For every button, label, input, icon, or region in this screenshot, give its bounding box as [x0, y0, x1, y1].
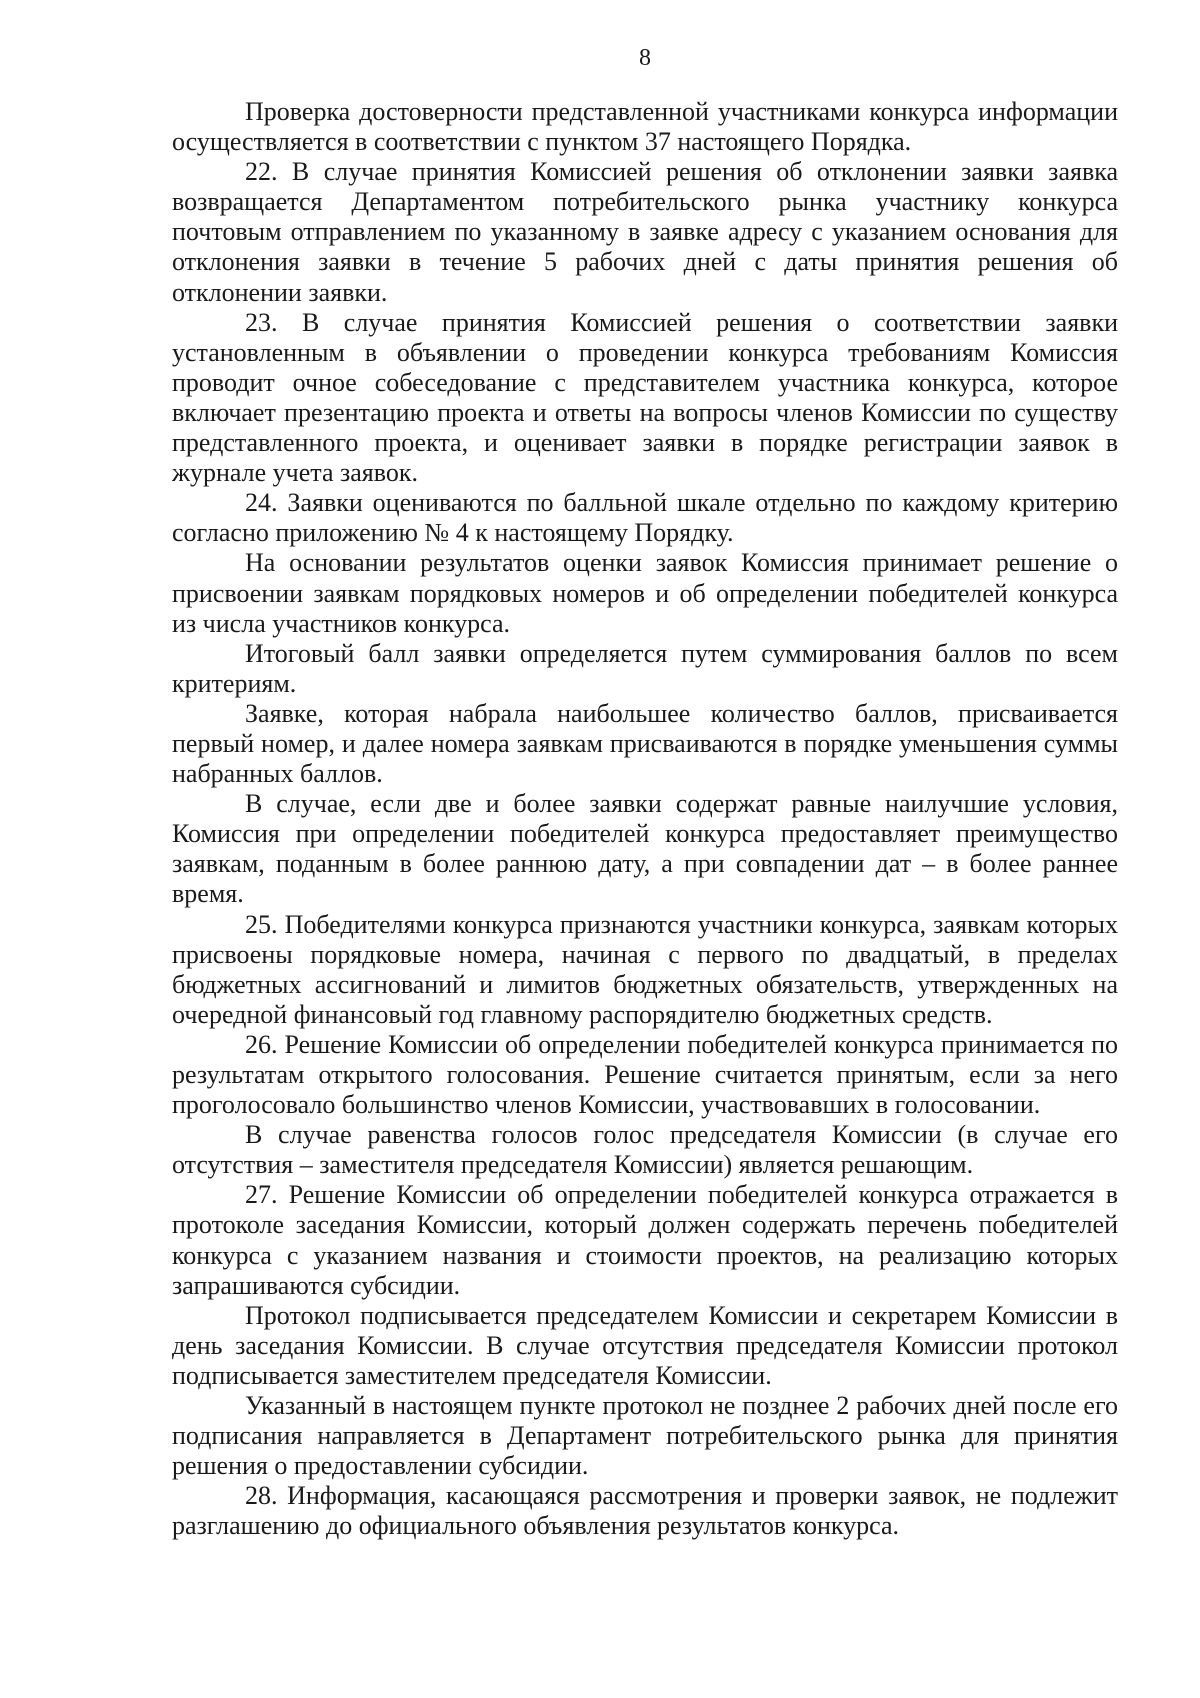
paragraph-total-score: Итоговый балл заявки определяется путем суммирования баллов по всем критериям. [172, 638, 1118, 698]
paragraph-22-rejection: 22. В случае принятия Комиссией решения об отклонении заявки заявка возвращается Департаментом потребительского рынка участнику конкурса почтовым отправлением по указанному в заявке адресу с указанием основания для отклонения заявки в течение 5 рабочих дней с даты принятия решения об отклонении заявки. [172, 157, 1118, 307]
paragraph-24-scoring: 24. Заявки оцениваются по балльной шкале отдельно по каждому критерию согласно приложению № 4 к настоящему Порядку. [172, 488, 1118, 548]
paragraph-28-confidentiality: 28. Информация, касающаяся рассмотрения и проверки заявок, не подлежит разглашению до официального объявления результатов конкурса. [172, 1481, 1118, 1541]
page-number: 8 [639, 45, 651, 71]
paragraph-25-winners: 25. Победителями конкурса признаются участники конкурса, заявкам которых присвоены порядковые номера, начиная с первого по двадцатый, в пределах бюджетных ассигнований и лимитов бюджетных обязательств, утвержденных на очередной финансовый год главному распорядителю бюджетных средств. [172, 909, 1118, 1029]
paragraph-protocol-submission: Указанный в настоящем пункте протокол не позднее 2 рабочих дней после его подписания направляется в Департамент потребительского рынка для принятия решения о предоставлении субсидии. [172, 1391, 1118, 1481]
paragraph-27-protocol: 27. Решение Комиссии об определении победителей конкурса отражается в протоколе заседания Комиссии, который должен содержать перечень победителей конкурса с указанием названия и стоимости проектов, на реализацию которых запрашиваются субсидии. [172, 1180, 1118, 1300]
document-body [172, 97, 1118, 1542]
paragraph-23-interview: 23. В случае принятия Комиссией решения о соответствии заявки установленным в объявлении о проведении конкурса требованиям Комиссия проводит очное собеседование с представителем участника конкурса, которое включает презентацию проекта и ответы на вопросы членов Комиссии по существу представленного проекта, и оценивает заявки в порядке регистрации заявок в журнале учета заявок. [172, 307, 1118, 488]
paragraph-numbering-decision: На основании результатов оценки заявок Комиссия принимает решение о присвоении заявкам порядковых номеров и об определении победителей конкурса из числа участников конкурса. [172, 548, 1118, 638]
paragraph-tie-vote: В случае равенства голосов голос председателя Комиссии (в случае его отсутствия – заместителя председателя Комиссии) является решающим. [172, 1120, 1118, 1180]
paragraph-equal-conditions: В случае, если две и более заявки содержат равные наилучшие условия, Комиссия при определении победителей конкурса предоставляет преимущество заявкам, поданным в более раннюю дату, а при совпадении дат – в более раннее время. [172, 789, 1118, 909]
paragraph-first-number: Заявке, которая набрала наибольшее количество баллов, присваивается первый номер, и далее номера заявкам присваиваются в порядке уменьшения суммы набранных баллов. [172, 698, 1118, 789]
paragraph-protocol-signing: Протокол подписывается председателем Комиссии и секретарем Комиссии в день заседания Комиссии. В случае отсутствия председателя Комиссии протокол подписывается заместителем председателя Комиссии. [172, 1300, 1118, 1390]
paragraph-verification: Проверка достоверности представленной участниками конкурса информации осуществляется в соответствии с пунктом 37 настоящего Порядка. [172, 97, 1118, 157]
paragraph-26-voting: 26. Решение Комиссии об определении победителей конкурса принимается по результатам открытого голосования. Решение считается принятым, если за него проголосовало большинство членов Комиссии, участвовавших в голосовании. [172, 1029, 1118, 1120]
